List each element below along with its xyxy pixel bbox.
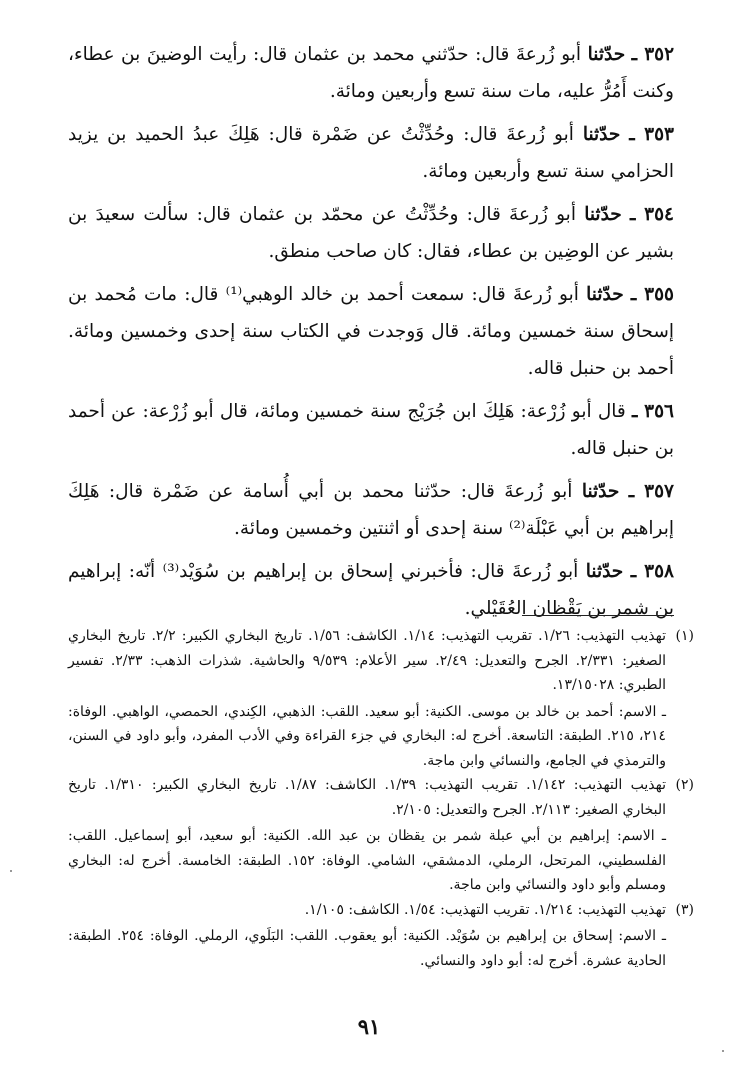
haddathana-word: حدّثنا [584, 204, 622, 225]
footnote-mark: (٣) [675, 901, 694, 918]
haddathana-word: حدّثنا [586, 284, 624, 305]
footnote-3 [68, 898, 694, 974]
entry-number: ٣٥٤ ـ [629, 204, 674, 225]
entry-text: أبو زُرعةَ قال: حدّثني محمد بن عثمان قال: رأيت الوضينَ بن عطاء، وكنت أَمُرُّ عليه، مات سنة تسع وأربعين ومائة. [68, 44, 674, 102]
entry-354 [68, 196, 674, 270]
footnote-divider [522, 615, 674, 616]
haddathana-word: حدّثنا [581, 481, 620, 502]
scan-speck [10, 870, 12, 872]
footnote-2 [68, 773, 694, 898]
haddathana-word: حدّثنا [585, 561, 624, 582]
entry-353 [68, 116, 674, 190]
footnote-biography: ـ الاسم: إبراهيم بن أبي عبلة شمر بن يقظان بن عبد الله. الكنية: أبو سعيد، أبو إسماعيل. اللقب: الفلسطيني، المرتحل، الرملي، الدمشقي، الشامي. الوفاة: ١٥٢. الطبقة: الخامسة. أخرج له: البخاري ومسلم وأبو داود والنسائي وابن ماجة. [68, 828, 667, 893]
entry-text: قال أبو زُرْعة: هَلِكَ ابن جُرَيْج سنة خمسين ومائة، قال أبو زُرْعة: عن أحمد بن حنبل قاله. [68, 401, 674, 459]
entry-number: ٣٥٢ ـ [631, 44, 675, 65]
entry-number: ٣٥٥ ـ [630, 284, 674, 305]
haddathana-word: حدّثنا [587, 44, 626, 65]
footnote-mark: (٢) [675, 777, 694, 793]
entry-352 [68, 36, 674, 110]
footnote-biography: ـ الاسم: أحمد بن خالد بن موسى. الكنية: أبو سعيد. اللقب: الذهبي، الكِندي، الحمصي، الواهبي. الوفاة: ٢١٤، ٢١٥. الطبقة: التاسعة. أخرج له: البخاري في جزء القراءة وفي الأدب المفرد، وأبو داود في السنن، والترمذي في الجامع، والنسائي وابن ماجة. [68, 703, 666, 769]
entry-number: ٣٥٨ ـ [630, 561, 674, 582]
entry-text: أبو زُرعةَ قال: وحُدِّثْتُ عن ضَمْرة قال: هَلِكَ عبدُ الحميد بن يزيد الحزامي سنة تسع وأربعين ومائة. [68, 124, 674, 182]
entry-text: أبو زُرعةَ قال: فأخبرني إسحاق بن إبراهيم بن سُوَيْد⁽³⁾ أنّه: إبراهيم بن شمر بن يَقْظان العُقَيْلي. [68, 561, 674, 619]
haddathana-word: حدّثنا [582, 124, 621, 145]
scan-speck [722, 1050, 724, 1052]
footnote-1 [68, 624, 694, 773]
entry-text: أبو زُرعةَ قال: حدّثنا محمد بن أبي أُسامة عن ضَمْرة قال: هَلِكَ إبراهيم بن أبي عَبْلَة⁽²⁾ سنة إحدى أو اثنتين وخمسين ومائة. [68, 481, 674, 539]
entry-357 [68, 473, 674, 547]
entry-text: أبو زُرعةَ قال: وحُدِّثْتُ عن محمّد بن عثمان قال: سألت سعيدَ بن بشير عن الوضِين بن عطاء، فقال: كان صاحب منطق. [68, 204, 674, 262]
entry-356 [68, 393, 674, 467]
entry-text: أبو زُرعةَ قال: سمعت أحمد بن خالد الوهبي⁽¹⁾ قال: مات مُحمد بن إسحاق سنة خمسين ومائة. قال وَوجدت في الكتاب سنة إحدى وخمسين ومائة. أحمد بن حنبل قاله. [68, 284, 674, 379]
footnote-references: تهذيب التهذيب: ١/٢١٤. تقريب التهذيب: ١/٥٤. الكاشف: ١/١٠٥. [304, 901, 666, 918]
footnote-biography: ـ الاسم: إسحاق بن إبراهيم بن سُوَيْد. الكنية: أبو يعقوب. اللقب: البَلَوي، الرملي. الوفاة: ٢٥٤. الطبقة: الحادية عشرة. أخرج له: أبو داود والنسائي. [68, 928, 666, 969]
footnote-mark: (١) [675, 628, 694, 644]
entry-number: ٣٥٦ ـ [631, 401, 674, 422]
entry-number: ٣٥٣ ـ [629, 124, 674, 145]
main-text [68, 36, 674, 633]
footnotes [68, 624, 694, 973]
footnote-references: تهذيب التهذيب: ١/١٤٢. تقريب التهذيب: ١/٣٩. الكاشف: ١/٨٧. تاريخ البخاري الكبير: ١/٣١٠. تاريخ البخاري الصغير: ٢/١١٣. الجرح والتعديل: ٢/١٠٥. [68, 777, 666, 818]
entry-number: ٣٥٧ ـ [628, 481, 674, 502]
entry-355 [68, 276, 674, 387]
footnote-references: تهذيب التهذيب: ١/٢٦. تقريب التهذيب: ١/١٤. الكاشف: ١/٥٦. تاريخ البخاري الكبير: ٢/٢. تاريخ البخاري الصغير: ٢/٣٣١. الجرح والتعديل: ٢/٤٩. سير الأعلام: ٩/٥٣٩ والحاشية. شذرات الذهب: ٢/٣٣. تفسير الطبري: ١٣/١٥٠٢٨. [68, 628, 666, 693]
page-number: ٩١ [357, 1014, 381, 1039]
